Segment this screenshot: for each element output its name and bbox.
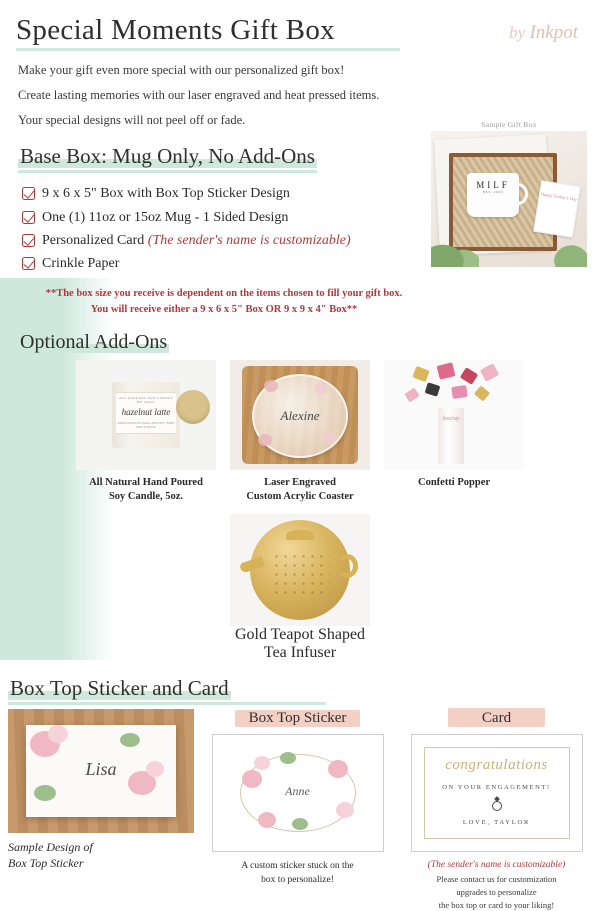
feature-text: Personalized Card (The sender's name is customizable): [42, 232, 351, 248]
base-box-title-wrap: [18, 144, 317, 173]
greeting-card-text: Happy Father's Day: [540, 191, 578, 202]
flower-decoration: [258, 434, 272, 446]
feature-text: 9 x 6 x 5" Box with Box Top Sticker Design: [42, 186, 290, 202]
brand-logo: [509, 22, 578, 44]
brand-prefix: by: [509, 23, 526, 42]
flower-decoration: [264, 380, 278, 392]
card-customizable-note: (The sender's name is customizable): [427, 860, 566, 871]
bottom-title-underline: [8, 702, 326, 705]
addons-title: Optional Add-Ons: [20, 330, 168, 353]
coaster-engraved-name: Alexine: [280, 407, 320, 423]
candle-label-top: ALL NATURAL SOY CANDLE BY inkpot: [119, 395, 173, 404]
teapot-perforations: [272, 552, 330, 598]
addons-row-1: [0, 360, 600, 504]
bottom-title-wrap: [8, 676, 600, 705]
page-title: Special Moments Gift Box: [16, 14, 335, 46]
box-top-sticker-preview: [212, 734, 384, 852]
box-top-sticker-caption: A custom sticker stuck on the box to personalize!: [241, 861, 354, 885]
leaf-decoration-right: [545, 237, 587, 267]
header: [0, 0, 600, 132]
flower-decoration: [322, 432, 336, 444]
intro-line-3: Your special designs will not peel off or fade.: [18, 113, 246, 128]
mug-illustration: [467, 173, 519, 217]
flower-petal: [328, 760, 348, 778]
candle-label-bottom: HAND POURED IN SMALL BATCHES • BURN TIME 35 HOURS: [117, 421, 175, 430]
teapot-handle: [336, 554, 358, 578]
addon-confetti-popper: [384, 360, 524, 504]
coaster-photo: [230, 360, 370, 470]
candle-caption: All Natural Hand Poured Soy Candle, 5oz.: [89, 476, 203, 503]
card-heading: Card: [474, 709, 519, 728]
addon-coaster: [230, 360, 370, 504]
greeting-card-illustration: [533, 180, 581, 238]
teapot-caption: Gold Teapot Shaped Tea Infuser: [234, 626, 366, 662]
sample-box-name: Lisa: [85, 759, 117, 780]
confetti-piece: [451, 385, 468, 399]
checkmark-icon: [22, 234, 35, 247]
checkmark-icon: [22, 211, 35, 224]
sample-sticker-photo: [8, 709, 194, 833]
card-preview: [411, 734, 583, 852]
confetti-popper-caption: Confetti Popper: [417, 476, 491, 488]
mug-subtext: EST. 2020: [482, 190, 504, 194]
box-top-sticker-heading: Box Top Sticker: [241, 709, 355, 728]
flower-decoration: [314, 382, 328, 394]
card-contact-note: Please contact us for customization upgrades to personalize the box top or card to your liking!: [436, 874, 557, 910]
teapot-lid: [286, 530, 314, 540]
card-border: [424, 747, 570, 839]
ring-icon: [491, 799, 503, 811]
popper-tube-text: hooray: [442, 415, 460, 422]
card-congrats-text: congratulations: [445, 757, 548, 774]
addon-teapot: [230, 514, 370, 662]
flower-petal: [254, 756, 270, 770]
sample-gift-box-caption: Sample Gift Box: [481, 120, 537, 129]
teapot-photo: [230, 514, 370, 626]
checkmark-icon: [22, 187, 35, 200]
ring-band: [492, 801, 502, 811]
feature-text: One (1) 11oz or 15oz Mug - 1 Sided Design: [42, 209, 289, 225]
leaf-decoration-left: [431, 233, 479, 267]
base-box-title: Base Box: Mug Only, No Add-Ons: [20, 144, 315, 169]
title-row: [16, 14, 584, 54]
candle-photo: [76, 360, 216, 470]
disclaimer-line-2: You will receive either a 9 x 6 x 5" Box OR 9 x 9 x 4" Box**: [90, 303, 358, 315]
feature-text: Crinkle Paper: [42, 256, 120, 272]
leaf: [292, 818, 308, 830]
sticker-name: Anne: [285, 784, 310, 799]
card-signature-text: LOVE, TAYLOR: [462, 819, 531, 827]
floral-wreath: [240, 754, 356, 832]
intro-line-2: Create lasting memories with our laser engraved and heat pressed items.: [18, 88, 380, 103]
mug-text: MILF: [476, 180, 510, 190]
flower-petal: [336, 802, 354, 818]
box-size-disclaimer: [18, 286, 430, 316]
disclaimer-line-1: **The box size you receive is dependent on the items chosen to fill your gift box.: [45, 288, 403, 300]
candle-label-name: hazelnut latte: [121, 406, 171, 417]
sample-sticker-caption: Sample Design of Box Top Sticker: [8, 840, 93, 871]
flower-petal: [258, 812, 276, 828]
candle-lid: [176, 390, 210, 424]
addon-candle: [76, 360, 216, 504]
leaf: [280, 752, 296, 764]
base-box-title-underline: [18, 170, 317, 173]
sample-gift-box: [431, 120, 587, 267]
intro-line-1: Make your gift even more special with our personalized gift box!: [18, 63, 345, 77]
sample-gift-box-photo: [431, 131, 587, 267]
popper-tube: [438, 408, 464, 464]
checkmark-icon: [22, 257, 35, 270]
card-occasion-text: ON YOUR ENGAGEMENT!: [442, 784, 551, 792]
brand-name: Inkpot: [529, 22, 578, 43]
addons-title-wrap: [18, 331, 600, 354]
confetti-popper-photo: [384, 360, 524, 470]
coaster-caption: Laser Engraved Custom Acrylic Coaster: [246, 476, 354, 503]
candle-jar: [112, 382, 180, 448]
bottom-title: Box Top Sticker and Card: [10, 676, 229, 701]
candle-label: [116, 392, 176, 434]
